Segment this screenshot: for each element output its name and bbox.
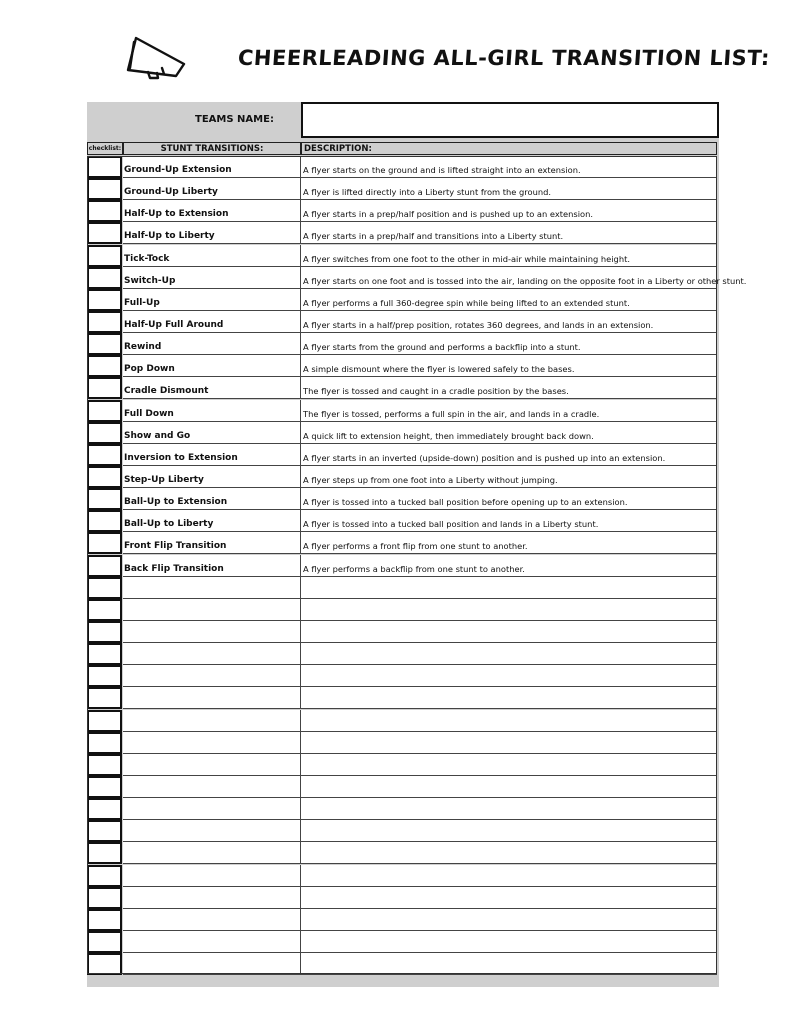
description-cell: A flyer performs a front flip from one stunt to another. — [301, 532, 717, 554]
page-title: CHEERLEADING ALL-GIRL TRANSITION LIST: — [237, 46, 771, 70]
table-row — [87, 931, 717, 953]
description-cell: A flyer starts in a half/prep position, rotates 360 degrees, and lands in an extension. — [301, 311, 717, 333]
column-header-checklist: checklist: — [87, 142, 123, 155]
checklist-checkbox[interactable] — [87, 599, 122, 621]
stunt-name-cell: Ground-Up Liberty — [123, 178, 301, 200]
checklist-checkbox[interactable] — [87, 865, 122, 887]
description-cell — [301, 931, 717, 953]
table-row — [87, 887, 717, 909]
table-row — [87, 820, 717, 842]
description-cell — [301, 865, 717, 887]
stunt-name-cell: Back Flip Transition — [123, 555, 301, 577]
stunt-name-cell: Step-Up Liberty — [123, 466, 301, 488]
stunt-name-cell: Full Down — [123, 400, 301, 422]
description-cell: A flyer switches from one foot to the other in mid-air while maintaining height. — [301, 245, 717, 267]
checklist-checkbox[interactable] — [87, 710, 122, 732]
stunt-name-cell: Full-Up — [123, 289, 301, 311]
checklist-checkbox[interactable] — [87, 577, 122, 599]
description-cell — [301, 577, 717, 599]
stunt-name-cell — [123, 710, 301, 732]
checklist-checkbox[interactable] — [87, 643, 122, 665]
checklist-checkbox[interactable] — [87, 687, 122, 709]
checklist-checkbox[interactable] — [87, 510, 122, 532]
column-header-description: DESCRIPTION: — [301, 142, 717, 155]
description-cell — [301, 643, 717, 665]
team-name-input[interactable] — [301, 102, 719, 138]
stunt-name-cell — [123, 754, 301, 776]
checklist-checkbox[interactable] — [87, 444, 122, 466]
table-row — [87, 687, 717, 709]
description-cell — [301, 599, 717, 621]
table-row — [87, 333, 717, 355]
table-row — [87, 222, 717, 244]
table-row — [87, 200, 717, 222]
table-row — [87, 267, 747, 289]
checklist-checkbox[interactable] — [87, 178, 122, 200]
stunt-name-cell: Cradle Dismount — [123, 377, 301, 399]
checklist-checkbox[interactable] — [87, 842, 122, 864]
table-row — [87, 510, 717, 532]
stunt-name-cell: Ball-Up to Extension — [123, 488, 301, 510]
description-cell: A flyer is tossed into a tucked ball position before opening up to an extension. — [301, 488, 717, 510]
checklist-checkbox[interactable] — [87, 311, 122, 333]
description-cell: A flyer performs a backflip from one stunt to another. — [301, 555, 717, 577]
stunt-name-cell: Inversion to Extension — [123, 444, 301, 466]
checklist-checkbox[interactable] — [87, 355, 122, 377]
stunt-name-cell: Front Flip Transition — [123, 532, 301, 554]
stunt-name-cell — [123, 621, 301, 643]
stunt-name-cell — [123, 798, 301, 820]
description-cell: A flyer is lifted directly into a Liberty stunt from the ground. — [301, 178, 717, 200]
description-cell — [301, 665, 717, 687]
megaphone-icon — [124, 34, 188, 80]
stunt-name-cell: Rewind — [123, 333, 301, 355]
checklist-checkbox[interactable] — [87, 732, 122, 754]
stunt-name-cell — [123, 842, 301, 864]
description-cell — [301, 687, 717, 709]
stunt-name-cell — [123, 732, 301, 754]
description-cell: A flyer starts in a prep/half and transitions into a Liberty stunt. — [301, 222, 717, 244]
table-row — [87, 909, 717, 931]
table-row — [87, 953, 717, 975]
checklist-checkbox[interactable] — [87, 953, 122, 975]
stunt-name-cell: Show and Go — [123, 422, 301, 444]
description-cell — [301, 732, 717, 754]
table-row — [87, 289, 717, 311]
description-cell — [301, 710, 717, 732]
description-cell: A flyer starts in an inverted (upside-down) position and is pushed up into an extension. — [301, 444, 717, 466]
stunt-name-cell — [123, 687, 301, 709]
checklist-checkbox[interactable] — [87, 267, 122, 289]
checklist-checkbox[interactable] — [87, 222, 122, 244]
checklist-checkbox[interactable] — [87, 754, 122, 776]
checklist-checkbox[interactable] — [87, 776, 122, 798]
table-row — [87, 400, 717, 422]
stunt-name-cell — [123, 865, 301, 887]
table-row — [87, 532, 717, 554]
table-row — [87, 865, 717, 887]
stunt-name-cell: Half-Up Full Around — [123, 311, 301, 333]
table-row — [87, 732, 717, 754]
checklist-checkbox[interactable] — [87, 798, 122, 820]
description-cell — [301, 842, 717, 864]
description-cell — [301, 776, 717, 798]
table-row — [87, 665, 717, 687]
description-cell: A flyer performs a full 360-degree spin while being lifted to an extended stunt. — [301, 289, 717, 311]
table-row — [87, 466, 717, 488]
checklist-checkbox[interactable] — [87, 488, 122, 510]
stunt-name-cell: Switch-Up — [123, 267, 301, 289]
team-name-label: TEAMS NAME: — [195, 113, 274, 125]
description-cell: A simple dismount where the flyer is lowered safely to the bases. — [301, 355, 717, 377]
table-row — [87, 754, 717, 776]
description-cell: A flyer starts on the ground and is lifted straight into an extension. — [301, 156, 717, 178]
table-row — [87, 710, 717, 732]
table-row — [87, 444, 717, 466]
checklist-checkbox[interactable] — [87, 820, 122, 842]
checklist-checkbox[interactable] — [87, 532, 122, 554]
table-row — [87, 577, 717, 599]
checklist-checkbox[interactable] — [87, 200, 122, 222]
stunt-name-cell — [123, 577, 301, 599]
description-cell: The flyer is tossed, performs a full spin in the air, and lands in a cradle. — [301, 400, 717, 422]
checklist-checkbox[interactable] — [87, 245, 122, 267]
description-cell — [301, 798, 717, 820]
table-row — [87, 311, 717, 333]
description-cell — [301, 887, 717, 909]
table-row — [87, 798, 717, 820]
description-cell — [301, 621, 717, 643]
description-cell: The flyer is tossed and caught in a cradle position by the bases. — [301, 377, 717, 399]
checklist-checkbox[interactable] — [87, 333, 122, 355]
description-cell: A quick lift to extension height, then immediately brought back down. — [301, 422, 717, 444]
table-row — [87, 621, 717, 643]
stunt-name-cell: Pop Down — [123, 355, 301, 377]
stunt-name-cell: Ground-Up Extension — [123, 156, 301, 178]
description-cell: A flyer starts on one foot and is tossed into the air, landing on the opposite foot in a Liberty or other stunt. — [301, 267, 717, 289]
stunt-name-cell — [123, 665, 301, 687]
stunt-name-cell: Half-Up to Extension — [123, 200, 301, 222]
checklist-checkbox[interactable] — [87, 466, 122, 488]
table-row — [87, 355, 717, 377]
column-header-stunt: STUNT TRANSITIONS: — [123, 142, 301, 155]
checklist-checkbox[interactable] — [87, 289, 122, 311]
stunt-name-cell: Half-Up to Liberty — [123, 222, 301, 244]
stunt-name-cell — [123, 599, 301, 621]
table-row — [87, 488, 717, 510]
description-cell — [301, 953, 717, 975]
table-row — [87, 156, 717, 178]
stunt-name-cell — [123, 820, 301, 842]
checklist-checkbox[interactable] — [87, 909, 122, 931]
description-cell — [301, 909, 717, 931]
stunt-name-cell — [123, 909, 301, 931]
description-cell: A flyer steps up from one foot into a Liberty without jumping. — [301, 466, 717, 488]
checklist-checkbox[interactable] — [87, 400, 122, 422]
stunt-name-cell: Ball-Up to Liberty — [123, 510, 301, 532]
checklist-checkbox[interactable] — [87, 621, 122, 643]
table-row — [87, 245, 717, 267]
table-row — [87, 377, 717, 399]
stunt-name-cell — [123, 887, 301, 909]
checklist-checkbox[interactable] — [87, 931, 122, 953]
table-row — [87, 422, 717, 444]
table-row — [87, 776, 717, 798]
stunt-name-cell — [123, 776, 301, 798]
checklist-checkbox[interactable] — [87, 665, 122, 687]
checklist-checkbox[interactable] — [87, 555, 122, 577]
checklist-checkbox[interactable] — [87, 422, 122, 444]
table-row — [87, 178, 717, 200]
stunt-name-cell: Tick-Tock — [123, 245, 301, 267]
stunt-name-cell — [123, 643, 301, 665]
checklist-checkbox[interactable] — [87, 887, 122, 909]
table-header — [87, 142, 717, 156]
stunt-name-cell — [123, 953, 301, 975]
table-row — [87, 842, 717, 864]
checklist-checkbox[interactable] — [87, 156, 122, 178]
description-cell: A flyer is tossed into a tucked ball position and lands in a Liberty stunt. — [301, 510, 717, 532]
description-cell: A flyer starts in a prep/half position and is pushed up to an extension. — [301, 200, 717, 222]
stunt-name-cell — [123, 931, 301, 953]
table-row — [87, 555, 717, 577]
description-cell: A flyer starts from the ground and performs a backflip into a stunt. — [301, 333, 717, 355]
transition-table-body — [87, 156, 747, 975]
table-row — [87, 599, 717, 621]
description-cell — [301, 820, 717, 842]
table-row — [87, 643, 717, 665]
description-cell — [301, 754, 717, 776]
checklist-checkbox[interactable] — [87, 377, 122, 399]
